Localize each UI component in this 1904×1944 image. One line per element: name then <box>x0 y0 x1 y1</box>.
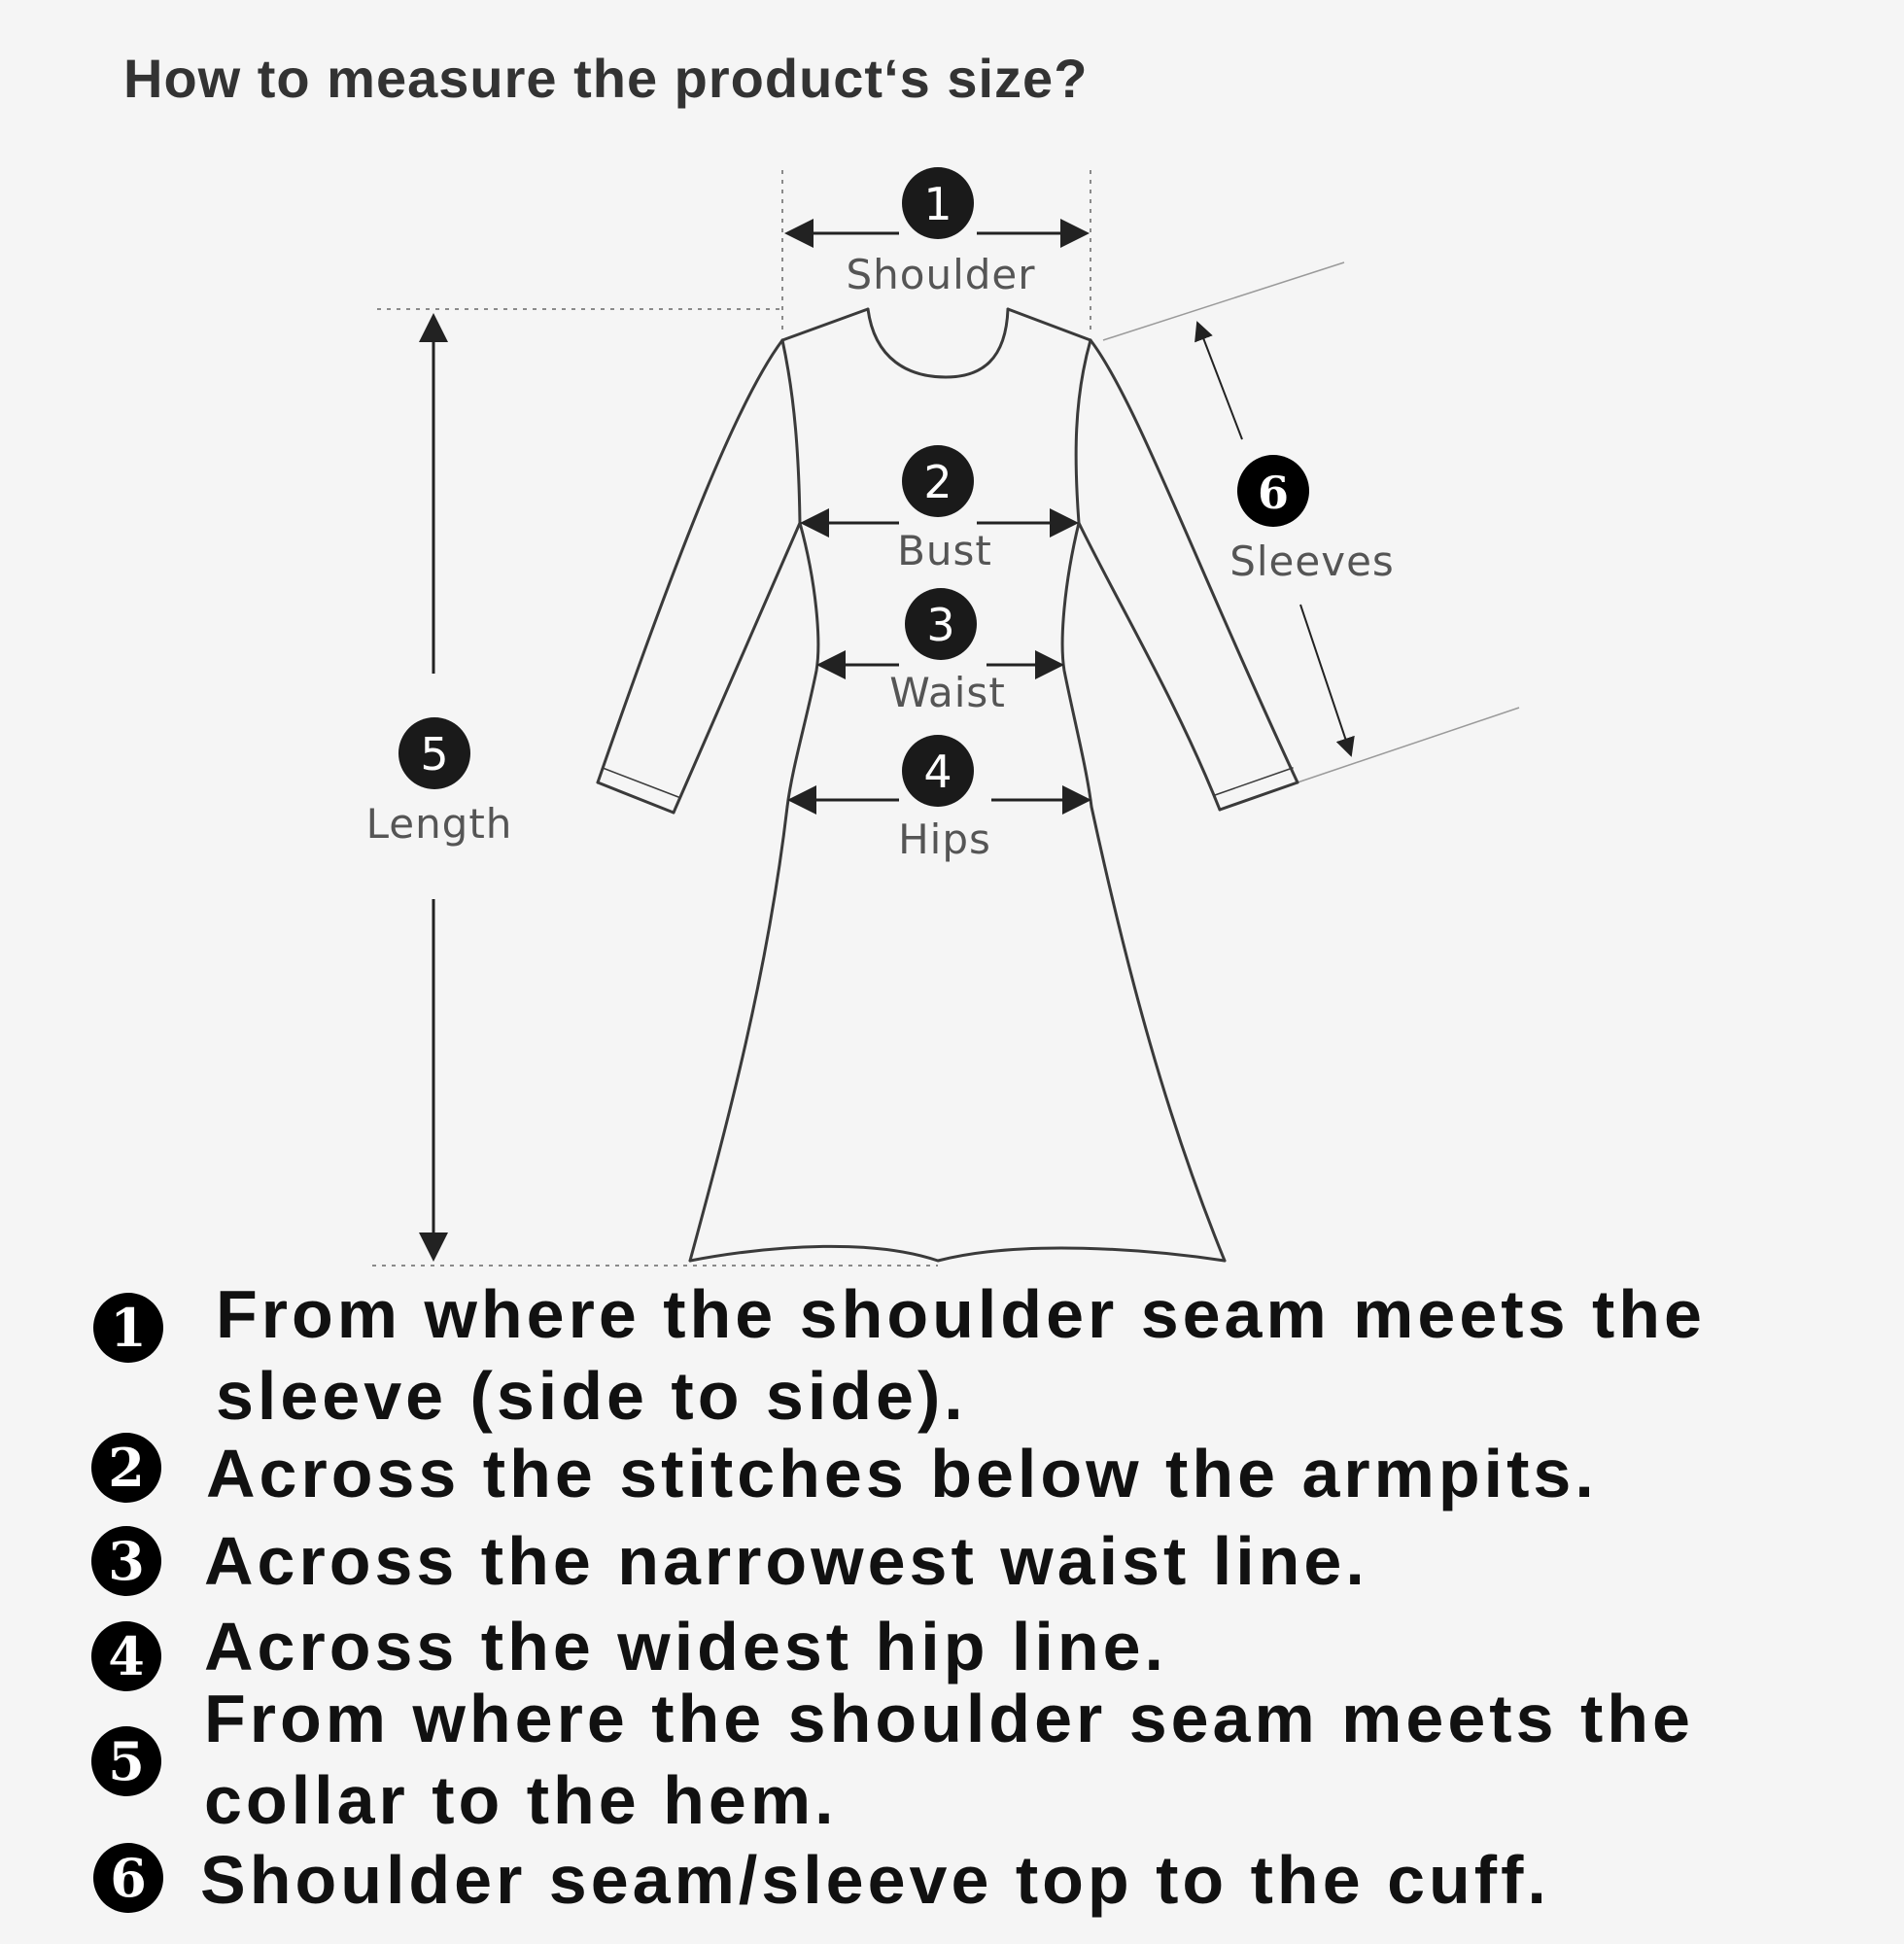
badge-4-number: 4 <box>923 746 952 798</box>
instruction-2-marker: 2 <box>91 1433 161 1503</box>
instruction-1-line-1: From where the shoulder seam meets the <box>216 1276 1706 1352</box>
label-sleeves: Sleeves <box>1229 538 1395 585</box>
instruction-6-marker: 6 <box>93 1843 163 1913</box>
instruction-2-line-1: Across the stitches below the armpits. <box>206 1436 1598 1511</box>
label-bust: Bust <box>897 527 992 574</box>
label-hips: Hips <box>898 816 991 863</box>
instruction-4-marker: 4 <box>91 1621 161 1691</box>
badge-6 <box>1237 455 1309 527</box>
label-shoulder: Shoulder <box>846 251 1036 298</box>
badge-1 <box>902 167 974 239</box>
instruction-1-marker: 1 <box>93 1293 163 1363</box>
instruction-4-line-1: Across the widest hip line. <box>204 1609 1167 1684</box>
badge-1-number: 1 <box>923 178 952 230</box>
instruction-3-line-1: Across the narrowest waist line. <box>204 1523 1368 1599</box>
badge-6-number: 6 <box>1257 467 1290 519</box>
instruction-6-line-1: Shoulder seam/sleeve top to the cuff. <box>200 1842 1550 1918</box>
page-title: How to measure the product‘s size? <box>123 48 1089 109</box>
sleeve-guide-lines <box>1103 262 1519 782</box>
badge-4 <box>902 735 974 807</box>
instruction-1-line-2: sleeve (side to side). <box>216 1358 967 1434</box>
badge-2 <box>902 445 974 517</box>
badge-5-number: 5 <box>420 728 449 781</box>
badge-3 <box>905 588 977 660</box>
instruction-3-marker: 3 <box>91 1526 161 1596</box>
instruction-5-line-1: From where the shoulder seam meets the <box>204 1681 1694 1756</box>
badge-5 <box>398 717 470 789</box>
instruction-5-marker: 5 <box>91 1726 161 1796</box>
badge-2-number: 2 <box>923 456 952 508</box>
instruction-5-line-2: collar to the hem. <box>204 1762 838 1838</box>
label-waist: Waist <box>889 669 1006 716</box>
label-length: Length <box>365 800 513 848</box>
badge-3-number: 3 <box>926 599 955 651</box>
measurement-arrows <box>433 233 1351 1259</box>
